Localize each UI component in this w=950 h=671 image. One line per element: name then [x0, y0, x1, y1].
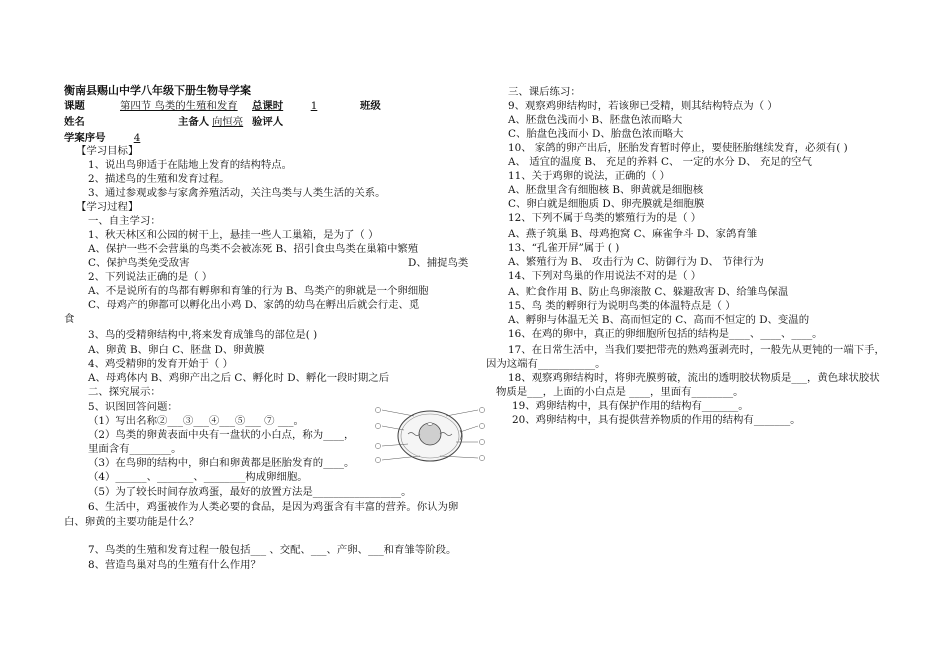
topic-label: 课题: [64, 100, 85, 112]
right-line: 9、观察鸡卵结构时，若该卵已受精，则其结构特点为（ ）: [508, 100, 778, 112]
left-line: 【学习过程】: [76, 201, 139, 213]
right-line: A、孵卵与体温无关 B、高而恒定的 C、高而不恒定的 D、变温的: [508, 314, 810, 326]
left-line: D、捕捉鸟类: [408, 257, 469, 269]
left-line: 6、生活中，鸡蛋被作为人类必要的食品，是因为鸡蛋含有丰富的营养。你认为卵: [88, 501, 459, 513]
right-line: A、燕子筑巢 B、母鸡抱窝 C、麻雀争斗 D、家鸽育雏: [508, 228, 758, 240]
right-line: 10、 家鸽的卵产出后，胚胎发育暂时停止，要使胚胎继续发育，必须有( ): [508, 142, 848, 154]
left-line: （1）写出名称②___③___④___⑤___ ⑦ ___。: [88, 415, 304, 427]
reviewer-label: 验评人: [252, 116, 284, 128]
reviewer-blank: [288, 116, 338, 129]
left-line: 2、下列说法正确的是（ ）: [88, 271, 213, 283]
hours-value: 1: [310, 100, 318, 112]
left-line: 一、自主学习：: [88, 215, 161, 227]
right-line: A、贮食作用 B、防止鸟卵滚散 C、躲避敌害 D、给雏鸟保温: [508, 286, 789, 298]
right-line: 三、课后练习：: [508, 86, 581, 98]
right-line: 14、下列对鸟巢的作用说法不对的是（ ）: [508, 270, 702, 282]
left-line: 7、鸟类的生殖和发育过程一般包括___ 、交配、___、产卵、___和育雏等阶段。: [88, 544, 457, 556]
serial-value: 4: [133, 132, 141, 144]
name-blank: [88, 116, 174, 129]
left-line: A、卵黄 B、卵白 C、胚盘 D、卵黄膜: [88, 344, 265, 356]
serial-label: 学案序号: [64, 132, 106, 144]
left-line: 食: [64, 313, 75, 325]
right-line: A、胚盘色浅而小 B、胚盘色浓而略大: [508, 114, 683, 126]
left-line: （4）______、_______、________构成卵细胞。: [88, 471, 308, 483]
left-line: 8、营造鸟巢对鸟的生殖有什么作用？: [88, 559, 261, 571]
right-line: 17、在日常生活中，当我们要把带壳的熟鸡蛋剥壳时，一般先从更钝的一端下手，: [508, 344, 885, 356]
left-line: 二、探究展示：: [88, 386, 161, 398]
right-line: 11、关于鸡卵的说法，正确的（ ）: [508, 170, 670, 182]
left-line: 3、鸟的受精卵结构中,将来发育成雏鸟的部位是( ): [88, 329, 318, 341]
left-line: A、不是说所有的鸟都有孵卵和育雏的行为 B、鸟类产的卵就是一个卵细胞: [88, 285, 429, 297]
name-label: 姓名: [64, 116, 85, 128]
right-line: 20、鸡卵结构中，具有提供营养物质的作用的结构有_______。: [512, 414, 801, 426]
right-line: 12、下列不属于鸟类的繁殖行为的是（ ）: [508, 212, 702, 224]
left-line: 【学习目标】: [76, 145, 139, 157]
left-line: 白、卵黄的主要功能是什么？: [64, 516, 200, 528]
hours-label: 总课时: [252, 100, 284, 112]
left-line: 1、秋天林区和公园的树干上，悬挂一些人工巢箱，是为了（ ）: [88, 229, 379, 241]
right-line: 15、鸟 类的孵卵行为说明鸟类的体温特点是（ ）: [508, 300, 736, 312]
left-line: 5、识图回答问题：: [88, 401, 178, 413]
right-line: C、胎盘色浅而小 D、胎盘色浓而略大: [508, 128, 684, 140]
right-line: 16、在鸡的卵中，真正的卵细胞所包括的结构是____、____、____。: [508, 328, 823, 340]
right-line: 18、观察鸡卵结构时，将卵壳膜剪破，流出的透明胶状物质是___，黄色球状胶状: [508, 372, 880, 384]
left-line: A、母鸡体内 B、鸡卵产出之后 C、孵化时 D、孵化一段时期之后: [88, 372, 390, 384]
right-line: 因为这端有___________。: [486, 358, 606, 370]
preparer-value: 向恒亮: [212, 116, 244, 128]
class-blank: [384, 100, 442, 113]
left-line: 1、说出鸟卵适于在陆地上发育的结构特点。: [88, 159, 293, 171]
egg-structure-diagram: [374, 400, 490, 468]
left-line: （3）在鸟卵的结构中，卵白和卵黄都是胚胎发育的____。: [88, 457, 355, 469]
right-line: A、 适宜的温度 B、 充足的养料 C、 一定的水分 D、 充足的空气: [508, 156, 812, 168]
right-line: 13、“孔雀开屏”属于 ( ): [508, 242, 620, 254]
left-line: 里面含有________。: [88, 443, 182, 455]
left-line: A、保护一些不会营巢的鸟类不会被冻死 B、招引食虫鸟类在巢箱中繁殖: [88, 243, 419, 255]
right-line: C、卵白就是细胞质 D、卵壳膜就是细胞膜: [508, 198, 705, 210]
preparer-label: 主备人: [178, 116, 210, 128]
topic-value: 第四节 鸟类的生殖和发育: [120, 100, 238, 112]
left-line: C、保护鸟类免受敌害: [88, 257, 190, 269]
left-line: 2、描述鸟的生殖和发育过程。: [88, 173, 230, 185]
left-line: 3、通过参观或参与家禽养殖活动，关注鸟类与人类生活的关系。: [88, 187, 386, 199]
right-line: 19、鸡卵结构中，具有保护作用的结构有_______。: [512, 400, 749, 412]
right-line: A、繁殖行为 B、 攻击行为 C、防御行为 D、 节律行为: [508, 256, 764, 268]
worksheet-title: 衡南县赐山中学八年级下册生物导学案: [64, 84, 251, 97]
right-line: A、胚盘里含有细胞核 B、卵黄就是细胞核: [508, 184, 704, 196]
left-line: 4、鸡受精卵的发育开始于（ ）: [88, 358, 233, 370]
right-line: 物质是___，上面的小白点是 ____，里面有________。: [496, 386, 744, 398]
left-line: （2）鸟类的卵黄表面中央有一盘状的小白点，称为____，: [88, 429, 355, 441]
left-line: （5）为了较长时间存放鸡蛋，最好的放置方法是_________________。: [88, 486, 412, 498]
class-label: 班级: [360, 100, 381, 112]
left-line: C、母鸡产的卵都可以孵化出小鸡 D、家鸽的幼鸟在孵出后就会行走、觅: [88, 299, 420, 311]
